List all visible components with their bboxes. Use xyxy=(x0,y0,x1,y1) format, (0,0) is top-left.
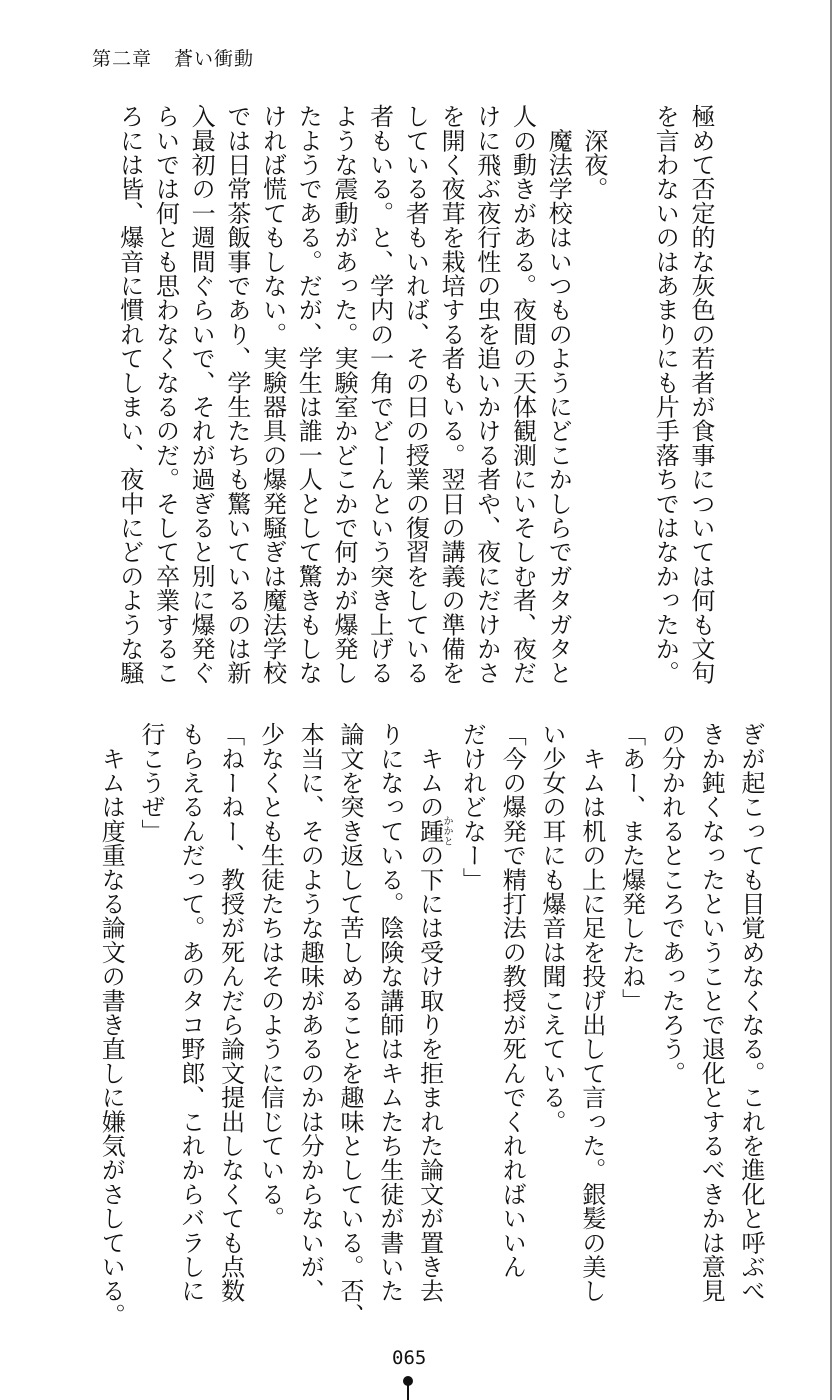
text-line: 論文を突き返して苦しめることを趣味としている。否、 xyxy=(336,722,365,1327)
text-line: では日常茶飯事であり、学生たちも驚いているのは新 xyxy=(222,104,251,685)
text-line: 深夜。 xyxy=(579,104,608,201)
scan-edge xyxy=(830,0,832,1400)
text-line: ような震動があった。実験室かどこかで何かが爆発し xyxy=(329,104,358,685)
text-line: ろには皆、爆音に慣れてしまい、夜中にどのような騒 xyxy=(115,104,144,685)
text-line: を言わないのはあまりにも片手落ちではなかったか。 xyxy=(651,104,680,685)
text-line: だけれどなー」 xyxy=(458,722,487,892)
text-line: ぎが起こっても目覚めなくなる。これを進化と呼ぶべ xyxy=(737,722,765,1303)
text-line xyxy=(409,722,452,1322)
chapter-number: 第二章 xyxy=(92,48,153,70)
text-line: い少女の耳にも爆音は聞こえている。 xyxy=(538,722,567,1134)
text-segment: の下には受け取りを拒まれた論文が置き去 xyxy=(415,843,444,1303)
text-line: 魔法学校はいつものようにどこかしらでガタガタと xyxy=(544,104,573,685)
text-block-lower xyxy=(90,722,770,1327)
text-line: キムは机の上に足を投げ出して言った。銀髪の美し xyxy=(577,722,606,1303)
text-line: たようである。だが、学生は誰一人として驚きもしな xyxy=(294,104,323,685)
text-line: 極めて否定的な灰色の若者が食事については何も文句 xyxy=(687,104,715,685)
text-line: の分かれるところであったろう。 xyxy=(657,722,686,1085)
text-line: 入最初の一週間ぐらいで、それが過ぎると別に爆発ぐ xyxy=(187,104,216,685)
text-line: を開く夜茸を栽培する者もいる。翌日の講義の準備を xyxy=(437,104,466,685)
text-line: きか鈍くなったということで退化とするべきかは意見 xyxy=(697,722,726,1303)
text-line: キムは度重なる論文の書き直しに嫌気がさしている。 xyxy=(97,722,126,1327)
text-line: 「今の爆発で精打法の教授が死んでくれればいいん xyxy=(498,722,527,1279)
text-line: 人の動きがある。夜間の天体観測にいそしむ者、夜だ xyxy=(508,104,537,685)
text-line: らいでは何とも思わなくなるのだ。そして卒業するこ xyxy=(151,104,180,685)
chapter-title: 蒼い衝動 xyxy=(174,48,255,70)
text-line: 「あー、また爆発したね」 xyxy=(617,722,646,1013)
ruby-reading: かかと xyxy=(441,815,453,847)
page-number: 065 xyxy=(392,1347,427,1369)
text-line: 「ねーねー、教授が死んだら論文提出しなくても点数 xyxy=(216,722,245,1303)
text-line: ければ慌てもしない。実験器具の爆発騒ぎは魔法学校 xyxy=(258,104,287,685)
ruby-base: 踵 xyxy=(415,815,444,847)
page-marker-icon xyxy=(403,1376,413,1386)
ruby-annotation xyxy=(415,815,453,847)
running-header xyxy=(92,44,254,71)
text-line: している者もいれば、その日の授業の復習をしている xyxy=(401,104,430,685)
text-segment: キムの xyxy=(415,722,444,819)
text-line: 者もいる。と、学内の一角でどーんという突き上げる xyxy=(365,104,394,685)
text-line: けに飛ぶ夜行性の虫を追いかける者や、夜にだけかさ xyxy=(472,104,501,685)
text-line: 本当に、そのような趣味があるのかは分からないが、 xyxy=(296,722,325,1303)
text-block-upper xyxy=(111,104,718,694)
text-line: りになっている。陰険な講師はキムたち生徒が書いた xyxy=(375,722,404,1303)
text-line: 少なくとも生徒たちはそのように信じている。 xyxy=(256,722,285,1231)
text-line: もらえるんだって。あのタコ野郎、これからバラしに xyxy=(176,722,205,1303)
text-line xyxy=(611,104,647,694)
text-line: 行こうぜ」 xyxy=(137,722,166,843)
